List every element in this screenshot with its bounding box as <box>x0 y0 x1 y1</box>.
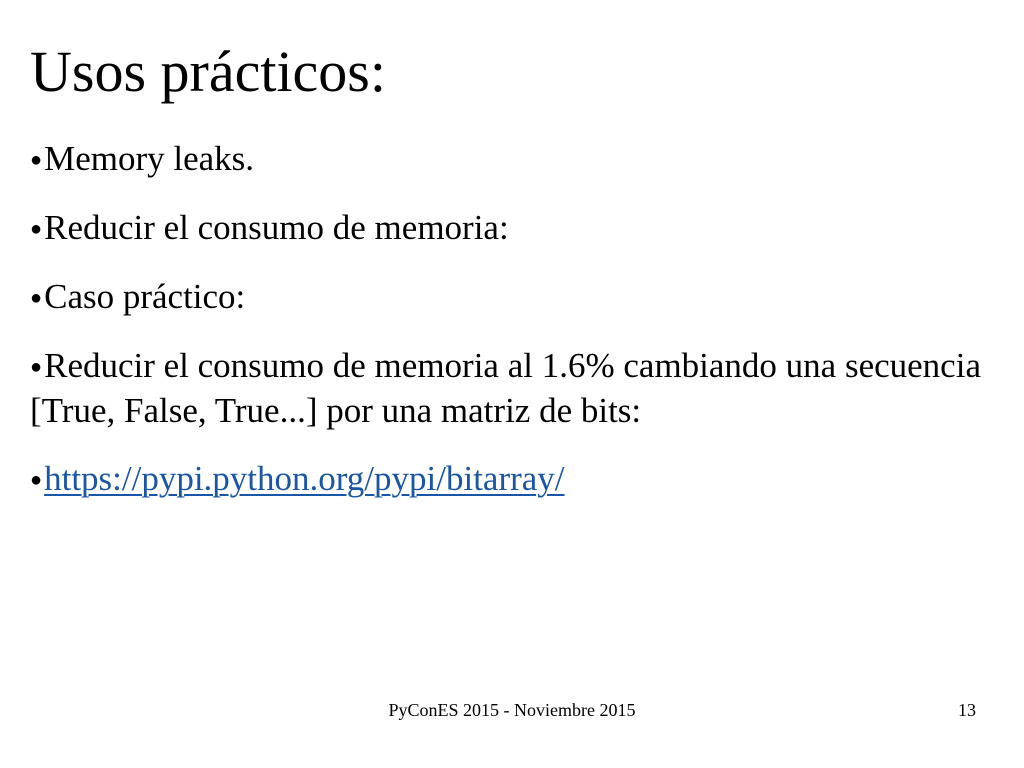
bullet-text: Memory leaks. <box>44 139 255 178</box>
bitarray-link[interactable]: https://pypi.python.org/pypi/bitarray/ <box>44 459 565 498</box>
bullet-dot-icon: ● <box>30 218 43 240</box>
slide-title: Usos prácticos: <box>30 39 386 104</box>
bullet-dot-icon: ● <box>30 469 43 491</box>
footer-text: PyConES 2015 - Noviembre 2015 <box>388 700 636 720</box>
bullet-item-caso-practico <box>30 275 1000 320</box>
bullet-dot-icon: ● <box>30 356 43 378</box>
bullet-dot-icon: ● <box>30 287 43 309</box>
bullet-text: Reducir el consumo de memoria: <box>44 208 509 247</box>
bullet-item-reducir-consumo <box>30 206 1000 251</box>
page-number: 13 <box>958 700 976 720</box>
bullet-item-reducir-consumo-detalle <box>30 344 1000 433</box>
bullet-text: Reducir el consumo de memoria al 1.6% cambiando una secuencia [True, False, True...] por una matriz de bits: <box>30 346 981 430</box>
bullet-item-memory-leaks <box>30 137 1000 182</box>
bullet-list <box>30 137 1000 526</box>
bullet-text: Caso práctico: <box>44 277 246 316</box>
bullet-dot-icon: ● <box>30 149 43 171</box>
bullet-item-bitarray-link <box>30 457 1000 502</box>
